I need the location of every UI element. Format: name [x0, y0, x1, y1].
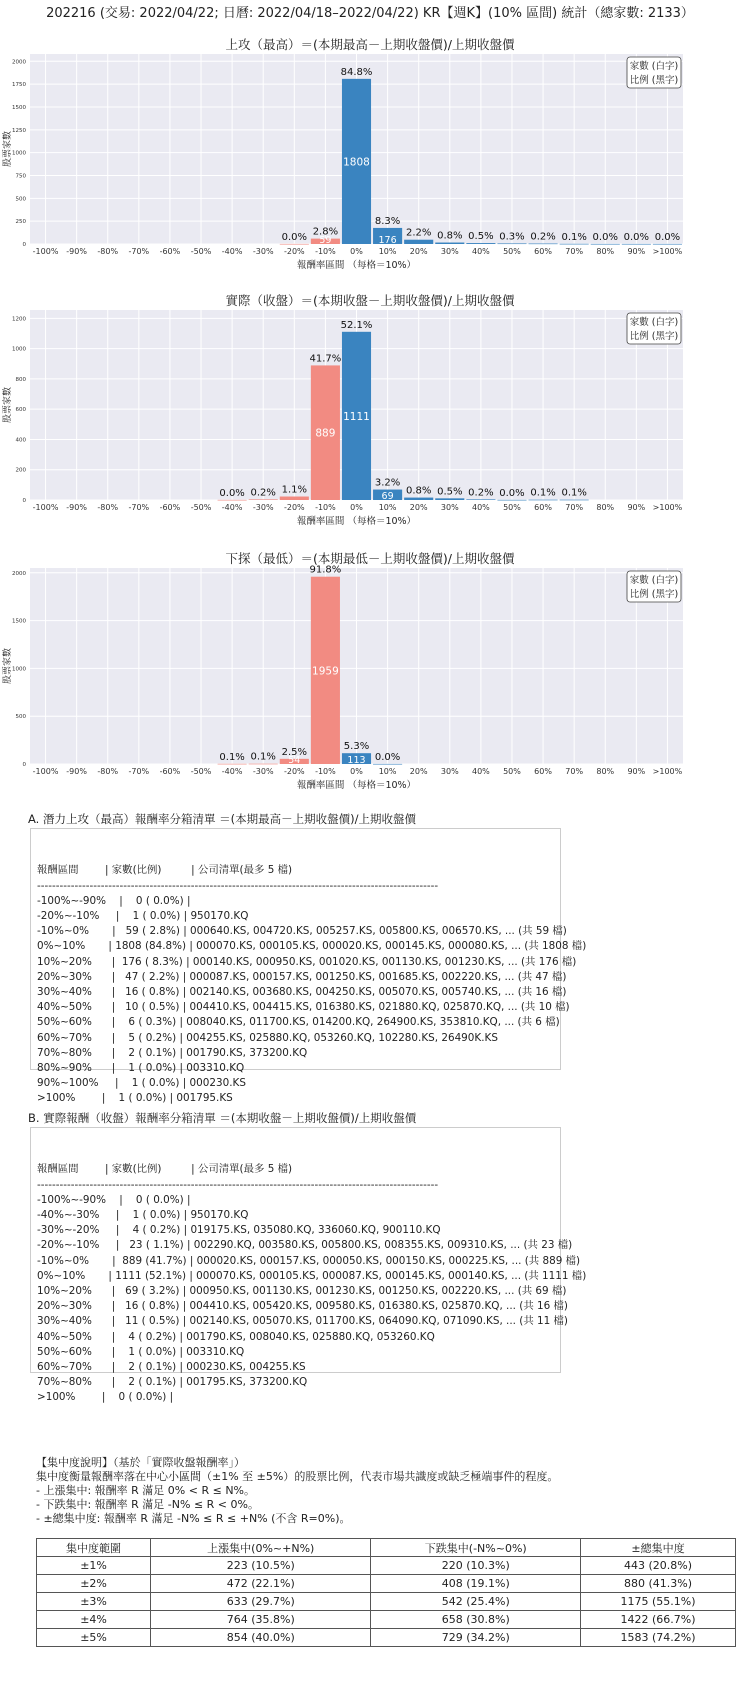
- x-tick-label: -40%: [221, 247, 243, 256]
- list-line: 30%~40% | 16 ( 0.8%) | 002140.KS, 003680.KS, 004250.KS, 005070.KS, 005740.KS, ... (共 16 檔): [37, 986, 567, 999]
- table-row: [37, 1611, 736, 1629]
- bar-pct-label: 0.1%: [530, 487, 556, 499]
- x-tick-label: -100%: [32, 503, 59, 512]
- note-line: 集中度衡量報酬率落在中心小區間（±1% 至 ±5%）的股票比例，代表市場共識度或缺乏極端事件的程度。: [36, 1470, 559, 1483]
- x-tick-label: -100%: [32, 247, 59, 256]
- bar-pct-label: 0.1%: [561, 231, 587, 243]
- y-tick-label: 1750: [12, 82, 26, 89]
- table-cell: ±5%: [37, 1629, 151, 1647]
- y-tick-label: 0: [22, 242, 26, 248]
- y-axis-label: 股票家數: [3, 647, 13, 685]
- note-line: - ±總集中度: 報酬率 R 滿足 -N% ≤ R ≤ +N% (不含 R=0%)。: [36, 1512, 351, 1525]
- bar-count-label: 1808: [343, 156, 370, 169]
- bar: [529, 244, 558, 245]
- list-line: -----------------------------------------------------------------------------------------------------------: [37, 879, 439, 892]
- x-tick-label: 30%: [440, 503, 459, 512]
- x-tick-label: 40%: [471, 767, 490, 776]
- y-tick-label: 1200: [12, 316, 26, 323]
- x-tick-label: -30%: [252, 503, 274, 512]
- x-tick-label: -50%: [190, 503, 212, 512]
- x-tick-label: 40%: [471, 247, 490, 256]
- table-cell: ±1%: [37, 1557, 151, 1575]
- bar-count-label: 69: [381, 491, 394, 502]
- x-tick-label: >100%: [652, 247, 683, 256]
- bar-count-label: 889: [315, 427, 336, 440]
- x-tick-label: 80%: [596, 247, 615, 256]
- section-a-title: A. 潛力上攻（最高）報酬率分箱清單 ＝(本期最高－上期收盤價)/上期收盤價: [28, 812, 416, 826]
- list-line: >100% | 0 ( 0.0%) |: [37, 1391, 174, 1404]
- bar-pct-label: 41.7%: [309, 353, 342, 365]
- table-cell: ±2%: [37, 1575, 151, 1593]
- x-axis-label: 報酬率區間 （每格＝10%）: [296, 780, 417, 791]
- x-tick-label: 90%: [627, 247, 646, 256]
- x-tick-label: -10%: [315, 767, 336, 776]
- bar-count-label: 54: [288, 755, 301, 766]
- list-line: 10%~20% | 69 ( 3.2%) | 000950.KS, 001130.KS, 001230.KS, 001250.KS, 002220.KS, ... (共 69 檔): [37, 1285, 567, 1298]
- x-tick-label: 50%: [503, 247, 521, 256]
- list-line: 70%~80% | 2 ( 0.1%) | 001795.KS, 373200.KQ: [37, 1376, 308, 1389]
- list-line: -100%~-90% | 0 ( 0.0%) |: [37, 894, 191, 907]
- y-tick-label: 600: [15, 407, 26, 414]
- y-tick-label: 2000: [12, 570, 26, 577]
- legend-item: 比例 (黑字): [629, 75, 679, 86]
- bar-pct-label: 0.2%: [530, 231, 556, 243]
- table-cell: 854 (40.0%): [151, 1629, 371, 1647]
- report-header: 202216 (交易: 2022/04/22; 日曆: 2022/04/18–2022/04/22) KR【週K】(10% 區間) 統計（總家數: 2133）: [46, 6, 694, 21]
- bar-pct-label: 91.8%: [309, 564, 342, 576]
- list-line: 60%~70% | 2 ( 0.1%) | 000230.KS, 004255.KS: [37, 1361, 306, 1374]
- y-axis-label: 股票家數: [3, 386, 13, 424]
- table-header-row: [37, 1539, 736, 1557]
- list-line: 30%~40% | 11 ( 0.5%) | 002140.KS, 005070.KS, 011700.KS, 064090.KQ, 071090.KS, ... (共 11 檔): [37, 1315, 568, 1328]
- table-cell: 223 (10.5%): [151, 1557, 371, 1575]
- list-line: 40%~50% | 10 ( 0.5%) | 004410.KS, 004415.KS, 016380.KS, 021880.KQ, 025870.KQ, ... (共 10 檔): [37, 1001, 570, 1014]
- table-cell: 1583 (74.2%): [581, 1629, 736, 1647]
- list-line: 報酬區間 | 家數(比例) | 公司清單(最多 5 檔): [37, 1163, 293, 1176]
- bar-pct-label: 1.1%: [281, 484, 308, 496]
- bar: [497, 500, 526, 501]
- table-cell: 880 (41.3%): [581, 1575, 736, 1593]
- bar-count-label: 1959: [312, 665, 339, 678]
- bar-pct-label: 3.2%: [374, 477, 401, 489]
- bar-count-label: 1111: [343, 410, 370, 423]
- list-line: 90%~100% | 1 ( 0.0%) | 000230.KS: [37, 1077, 246, 1090]
- bar-pct-label: 2.5%: [281, 746, 308, 758]
- x-tick-label: -30%: [252, 767, 274, 776]
- bar-pct-label: 0.1%: [219, 751, 245, 763]
- x-tick-label: 90%: [627, 503, 646, 512]
- table-cell: ±3%: [37, 1593, 151, 1611]
- table-cell: 408 (19.1%): [371, 1575, 581, 1593]
- bar: [280, 497, 309, 500]
- x-tick-label: -70%: [128, 503, 150, 512]
- list-line: 0%~10% | 1808 (84.8%) | 000070.KS, 000105.KS, 000020.KS, 000145.KS, 000080.KS, ... (共 1808 檔): [37, 940, 587, 953]
- bar-pct-label: 0.1%: [561, 487, 587, 499]
- x-tick-label: -80%: [97, 767, 119, 776]
- chart-downside: [0, 550, 740, 812]
- list-line: -30%~-20% | 4 ( 0.2%) | 019175.KS, 035080.KQ, 336060.KQ, 900110.KQ: [37, 1224, 441, 1237]
- section-b-list: [30, 1127, 587, 1404]
- x-tick-label: -40%: [221, 767, 243, 776]
- x-tick-label: -10%: [315, 503, 336, 512]
- bar-pct-label: 0.1%: [250, 751, 276, 763]
- x-tick-label: -60%: [159, 767, 181, 776]
- chart-downside-svg: [0, 550, 740, 812]
- x-tick-label: -60%: [159, 247, 181, 256]
- bar: [466, 243, 495, 244]
- bar-count-label: 113: [347, 755, 366, 766]
- x-tick-label: -60%: [159, 503, 181, 512]
- bar: [435, 498, 464, 500]
- x-tick-label: -90%: [66, 247, 87, 256]
- list-line: 20%~30% | 47 ( 2.2%) | 000087.KS, 000157.KS, 001250.KS, 001685.KS, 002220.KS, ... (共 47 檔): [37, 970, 567, 983]
- x-tick-label: -90%: [66, 767, 87, 776]
- x-tick-label: -20%: [283, 247, 305, 256]
- x-tick-label: 0%: [350, 767, 363, 776]
- bar: [560, 500, 589, 501]
- x-tick-label: 60%: [534, 247, 552, 256]
- bar-pct-label: 0.0%: [623, 231, 650, 243]
- y-tick-label: 250: [15, 219, 26, 226]
- note-line: 【集中度說明】（基於「實際收盤報酬率」）: [36, 1456, 245, 1469]
- table-row: [37, 1575, 736, 1593]
- x-tick-label: 30%: [440, 247, 459, 256]
- chart-close-svg: [0, 292, 740, 546]
- x-tick-label: 70%: [565, 503, 584, 512]
- bar-pct-label: 5.3%: [343, 741, 370, 753]
- x-tick-label: 40%: [471, 503, 490, 512]
- legend-item: 比例 (黑字): [629, 331, 679, 342]
- bar: [466, 499, 495, 500]
- list-line: -20%~-10% | 1 ( 0.0%) | 950170.KQ: [37, 910, 249, 923]
- list-line: -20%~-10% | 23 ( 1.1%) | 002290.KQ, 003580.KS, 005800.KS, 008355.KS, 009310.KS, ... (共 23 檔): [37, 1239, 573, 1252]
- bar-pct-label: 0.0%: [219, 487, 245, 499]
- x-tick-label: 10%: [378, 503, 397, 512]
- list-line: 0%~10% | 1111 (52.1%) | 000070.KS, 000105.KS, 000087.KS, 000145.KS, 000140.KS, ... (共 1111 檔): [37, 1269, 587, 1282]
- y-tick-label: 2000: [12, 59, 26, 66]
- list-line: 50%~60% | 1 ( 0.0%) | 003310.KQ: [37, 1345, 245, 1358]
- table-cell: 542 (25.4%): [371, 1593, 581, 1611]
- y-tick-label: 1500: [12, 104, 26, 111]
- bar: [218, 500, 247, 501]
- list-line: 40%~50% | 4 ( 0.2%) | 001790.KS, 008040.KS, 025880.KQ, 053260.KQ: [37, 1330, 435, 1343]
- note-line: - 下跌集中: 報酬率 R 滿足 -N% ≤ R < 0%。: [36, 1498, 259, 1511]
- table-cell: 729 (34.2%): [371, 1629, 581, 1647]
- legend-item: 家數 (白字): [629, 575, 679, 586]
- legend-item: 家數 (白字): [629, 317, 679, 328]
- bar: [249, 764, 278, 765]
- x-tick-label: -30%: [252, 247, 274, 256]
- bar: [373, 764, 402, 765]
- y-tick-label: 500: [15, 196, 26, 203]
- header-cell: 上漲集中(0%~+N%): [151, 1539, 371, 1557]
- bar-pct-label: 0.2%: [468, 487, 494, 499]
- bar: [529, 500, 558, 501]
- chart-close: [0, 292, 740, 546]
- bar: [622, 244, 651, 245]
- y-tick-label: 200: [15, 467, 26, 474]
- x-tick-label: 90%: [627, 767, 646, 776]
- table-cell: 443 (20.8%): [581, 1557, 736, 1575]
- bar: [404, 240, 433, 244]
- bar-pct-label: 0.0%: [654, 231, 681, 243]
- bar-pct-label: 84.8%: [340, 66, 373, 78]
- legend-item: 比例 (黑字): [629, 589, 679, 600]
- list-line: 報酬區間 | 家數(比例) | 公司清單(最多 5 檔): [37, 864, 293, 877]
- bar: [653, 244, 682, 245]
- list-line: 80%~90% | 1 ( 0.0%) | 003310.KQ: [37, 1062, 245, 1075]
- y-tick-label: 400: [15, 437, 26, 444]
- y-tick-label: 1000: [12, 666, 26, 673]
- x-tick-label: -80%: [97, 247, 119, 256]
- x-tick-label: 20%: [409, 503, 428, 512]
- x-tick-label: -50%: [190, 767, 212, 776]
- x-tick-label: 50%: [503, 767, 521, 776]
- bar-pct-label: 0.5%: [437, 486, 463, 498]
- header-cell: ±總集中度: [581, 1539, 736, 1557]
- bar-pct-label: 0.3%: [499, 231, 525, 243]
- bar-pct-label: 2.8%: [312, 226, 339, 238]
- x-tick-label: 80%: [596, 503, 615, 512]
- bar: [435, 243, 464, 244]
- x-tick-label: 20%: [409, 247, 428, 256]
- bar: [591, 244, 620, 245]
- table-cell: 658 (30.8%): [371, 1611, 581, 1629]
- section-a-list: [30, 828, 587, 1105]
- x-tick-label: >100%: [652, 767, 683, 776]
- table-row: [37, 1557, 736, 1575]
- y-tick-label: 1500: [12, 618, 26, 625]
- y-tick-label: 500: [15, 714, 26, 721]
- x-axis-label: 報酬率區間 （每格＝10%）: [296, 260, 417, 271]
- table-cell: 1175 (55.1%): [581, 1593, 736, 1611]
- y-tick-label: 800: [15, 376, 26, 383]
- bar-pct-label: 52.1%: [340, 319, 373, 331]
- x-axis-label: 報酬率區間 （每格＝10%）: [296, 516, 417, 527]
- legend-item: 家數 (白字): [629, 61, 679, 72]
- note-line: - 上漲集中: 報酬率 R 滿足 0% < R ≤ N%。: [36, 1484, 255, 1497]
- bar: [280, 244, 309, 245]
- x-tick-label: -20%: [283, 767, 305, 776]
- chart-title: 下探（最低）＝(本期最低－上期收盤價)/上期收盤價: [225, 551, 515, 566]
- section-b-title: B. 實際報酬（收盤）報酬率分箱清單 ＝(本期收盤－上期收盤價)/上期收盤價: [28, 1111, 417, 1125]
- chart-upside-svg: [0, 36, 740, 290]
- x-tick-label: -70%: [128, 247, 150, 256]
- table-row: [37, 1629, 736, 1647]
- list-line: 70%~80% | 2 ( 0.1%) | 001790.KS, 373200.KQ: [37, 1046, 308, 1059]
- x-tick-label: 80%: [596, 767, 615, 776]
- bar: [497, 243, 526, 244]
- y-axis-label: 股票家數: [3, 130, 13, 168]
- x-tick-label: 60%: [534, 767, 552, 776]
- bar-pct-label: 0.0%: [592, 231, 618, 243]
- bar-count-label: 176: [378, 235, 397, 246]
- bar-pct-label: 0.8%: [405, 485, 432, 497]
- x-tick-label: -100%: [32, 767, 59, 776]
- x-tick-label: 30%: [440, 767, 459, 776]
- chart-title: 實際（收盤）＝(本期收盤－上期收盤價)/上期收盤價: [225, 293, 515, 308]
- table-cell: 633 (29.7%): [151, 1593, 371, 1611]
- x-tick-label: 10%: [378, 767, 397, 776]
- list-line: 60%~70% | 5 ( 0.2%) | 004255.KS, 025880.KQ, 053260.KQ, 102280.KS, 26490K.KS: [37, 1031, 498, 1044]
- bar-pct-label: 0.0%: [374, 751, 401, 763]
- x-tick-label: 0%: [350, 503, 363, 512]
- x-tick-label: 60%: [534, 503, 552, 512]
- chart-upside: [0, 36, 740, 290]
- x-tick-label: 10%: [378, 247, 397, 256]
- header-cell: 下跌集中(-N%~0%): [371, 1539, 581, 1557]
- list-line: 20%~30% | 16 ( 0.8%) | 004410.KS, 005420.KS, 009580.KS, 016380.KS, 025870.KQ, ... (共 16 檔): [37, 1300, 568, 1313]
- bar: [218, 764, 247, 765]
- x-tick-label: 50%: [503, 503, 521, 512]
- bar: [249, 499, 278, 500]
- table-cell: 764 (35.8%): [151, 1611, 371, 1629]
- bar-pct-label: 0.2%: [250, 487, 276, 499]
- x-tick-label: 20%: [409, 767, 428, 776]
- bar-pct-label: 0.8%: [437, 230, 463, 242]
- list-line: 50%~60% | 6 ( 0.3%) | 008040.KS, 011700.KS, 014200.KQ, 264900.KS, 353810.KQ, ... (共 6 檔): [37, 1016, 560, 1029]
- y-tick-label: 1000: [12, 150, 26, 157]
- x-tick-label: 0%: [350, 247, 363, 256]
- list-line: -10%~0% | 889 (41.7%) | 000020.KS, 000157.KS, 000050.KS, 000150.KS, 000225.KS, ... (共 889 檔): [37, 1254, 581, 1267]
- chart-title: 上攻（最高）＝(本期最高－上期收盤價)/上期收盤價: [225, 37, 515, 52]
- concentration-table: [36, 1538, 736, 1647]
- bar: [560, 244, 589, 245]
- y-tick-label: 1000: [12, 346, 26, 353]
- x-tick-label: -40%: [221, 503, 243, 512]
- x-tick-label: >100%: [652, 503, 683, 512]
- list-line: -----------------------------------------------------------------------------------------------------------: [37, 1178, 439, 1191]
- list-line: -10%~0% | 59 ( 2.8%) | 000640.KS, 004720.KS, 005257.KS, 005800.KS, 006570.KS, ... (共 59 檔): [37, 925, 567, 938]
- bar-pct-label: 0.0%: [281, 231, 308, 243]
- concentration-notes: [36, 1456, 558, 1526]
- y-tick-label: 0: [22, 498, 26, 504]
- list-line: >100% | 1 ( 0.0%) | 001795.KS: [37, 1092, 233, 1105]
- y-tick-label: 1250: [12, 127, 26, 134]
- y-tick-label: 750: [15, 173, 26, 180]
- bar-pct-label: 2.2%: [405, 227, 432, 239]
- x-tick-label: -90%: [66, 503, 87, 512]
- bar-pct-label: 8.3%: [374, 215, 401, 227]
- bar-pct-label: 0.5%: [468, 231, 494, 243]
- table-cell: 472 (22.1%): [151, 1575, 371, 1593]
- x-tick-label: -50%: [190, 247, 212, 256]
- list-line: -100%~-90% | 0 ( 0.0%) |: [37, 1193, 191, 1206]
- table-cell: 1422 (66.7%): [581, 1611, 736, 1629]
- bar-pct-label: 0.0%: [499, 487, 525, 499]
- bar-count-label: 59: [319, 235, 332, 246]
- table-cell: 220 (10.3%): [371, 1557, 581, 1575]
- table-cell: ±4%: [37, 1611, 151, 1629]
- bar: [404, 498, 433, 500]
- table-row: [37, 1593, 736, 1611]
- x-tick-label: -10%: [315, 247, 336, 256]
- header-cell: 集中度範圍: [37, 1539, 151, 1557]
- x-tick-label: -80%: [97, 503, 119, 512]
- list-line: -40%~-30% | 1 ( 0.0%) | 950170.KQ: [37, 1209, 249, 1222]
- x-tick-label: -20%: [283, 503, 305, 512]
- x-tick-label: 70%: [565, 247, 584, 256]
- list-line: 10%~20% | 176 ( 8.3%) | 000140.KS, 000950.KS, 001020.KS, 001130.KS, 001230.KS, ... (共 176 檔): [37, 955, 577, 968]
- x-tick-label: 70%: [565, 767, 584, 776]
- y-tick-label: 0: [22, 762, 26, 768]
- x-tick-label: -70%: [128, 767, 150, 776]
